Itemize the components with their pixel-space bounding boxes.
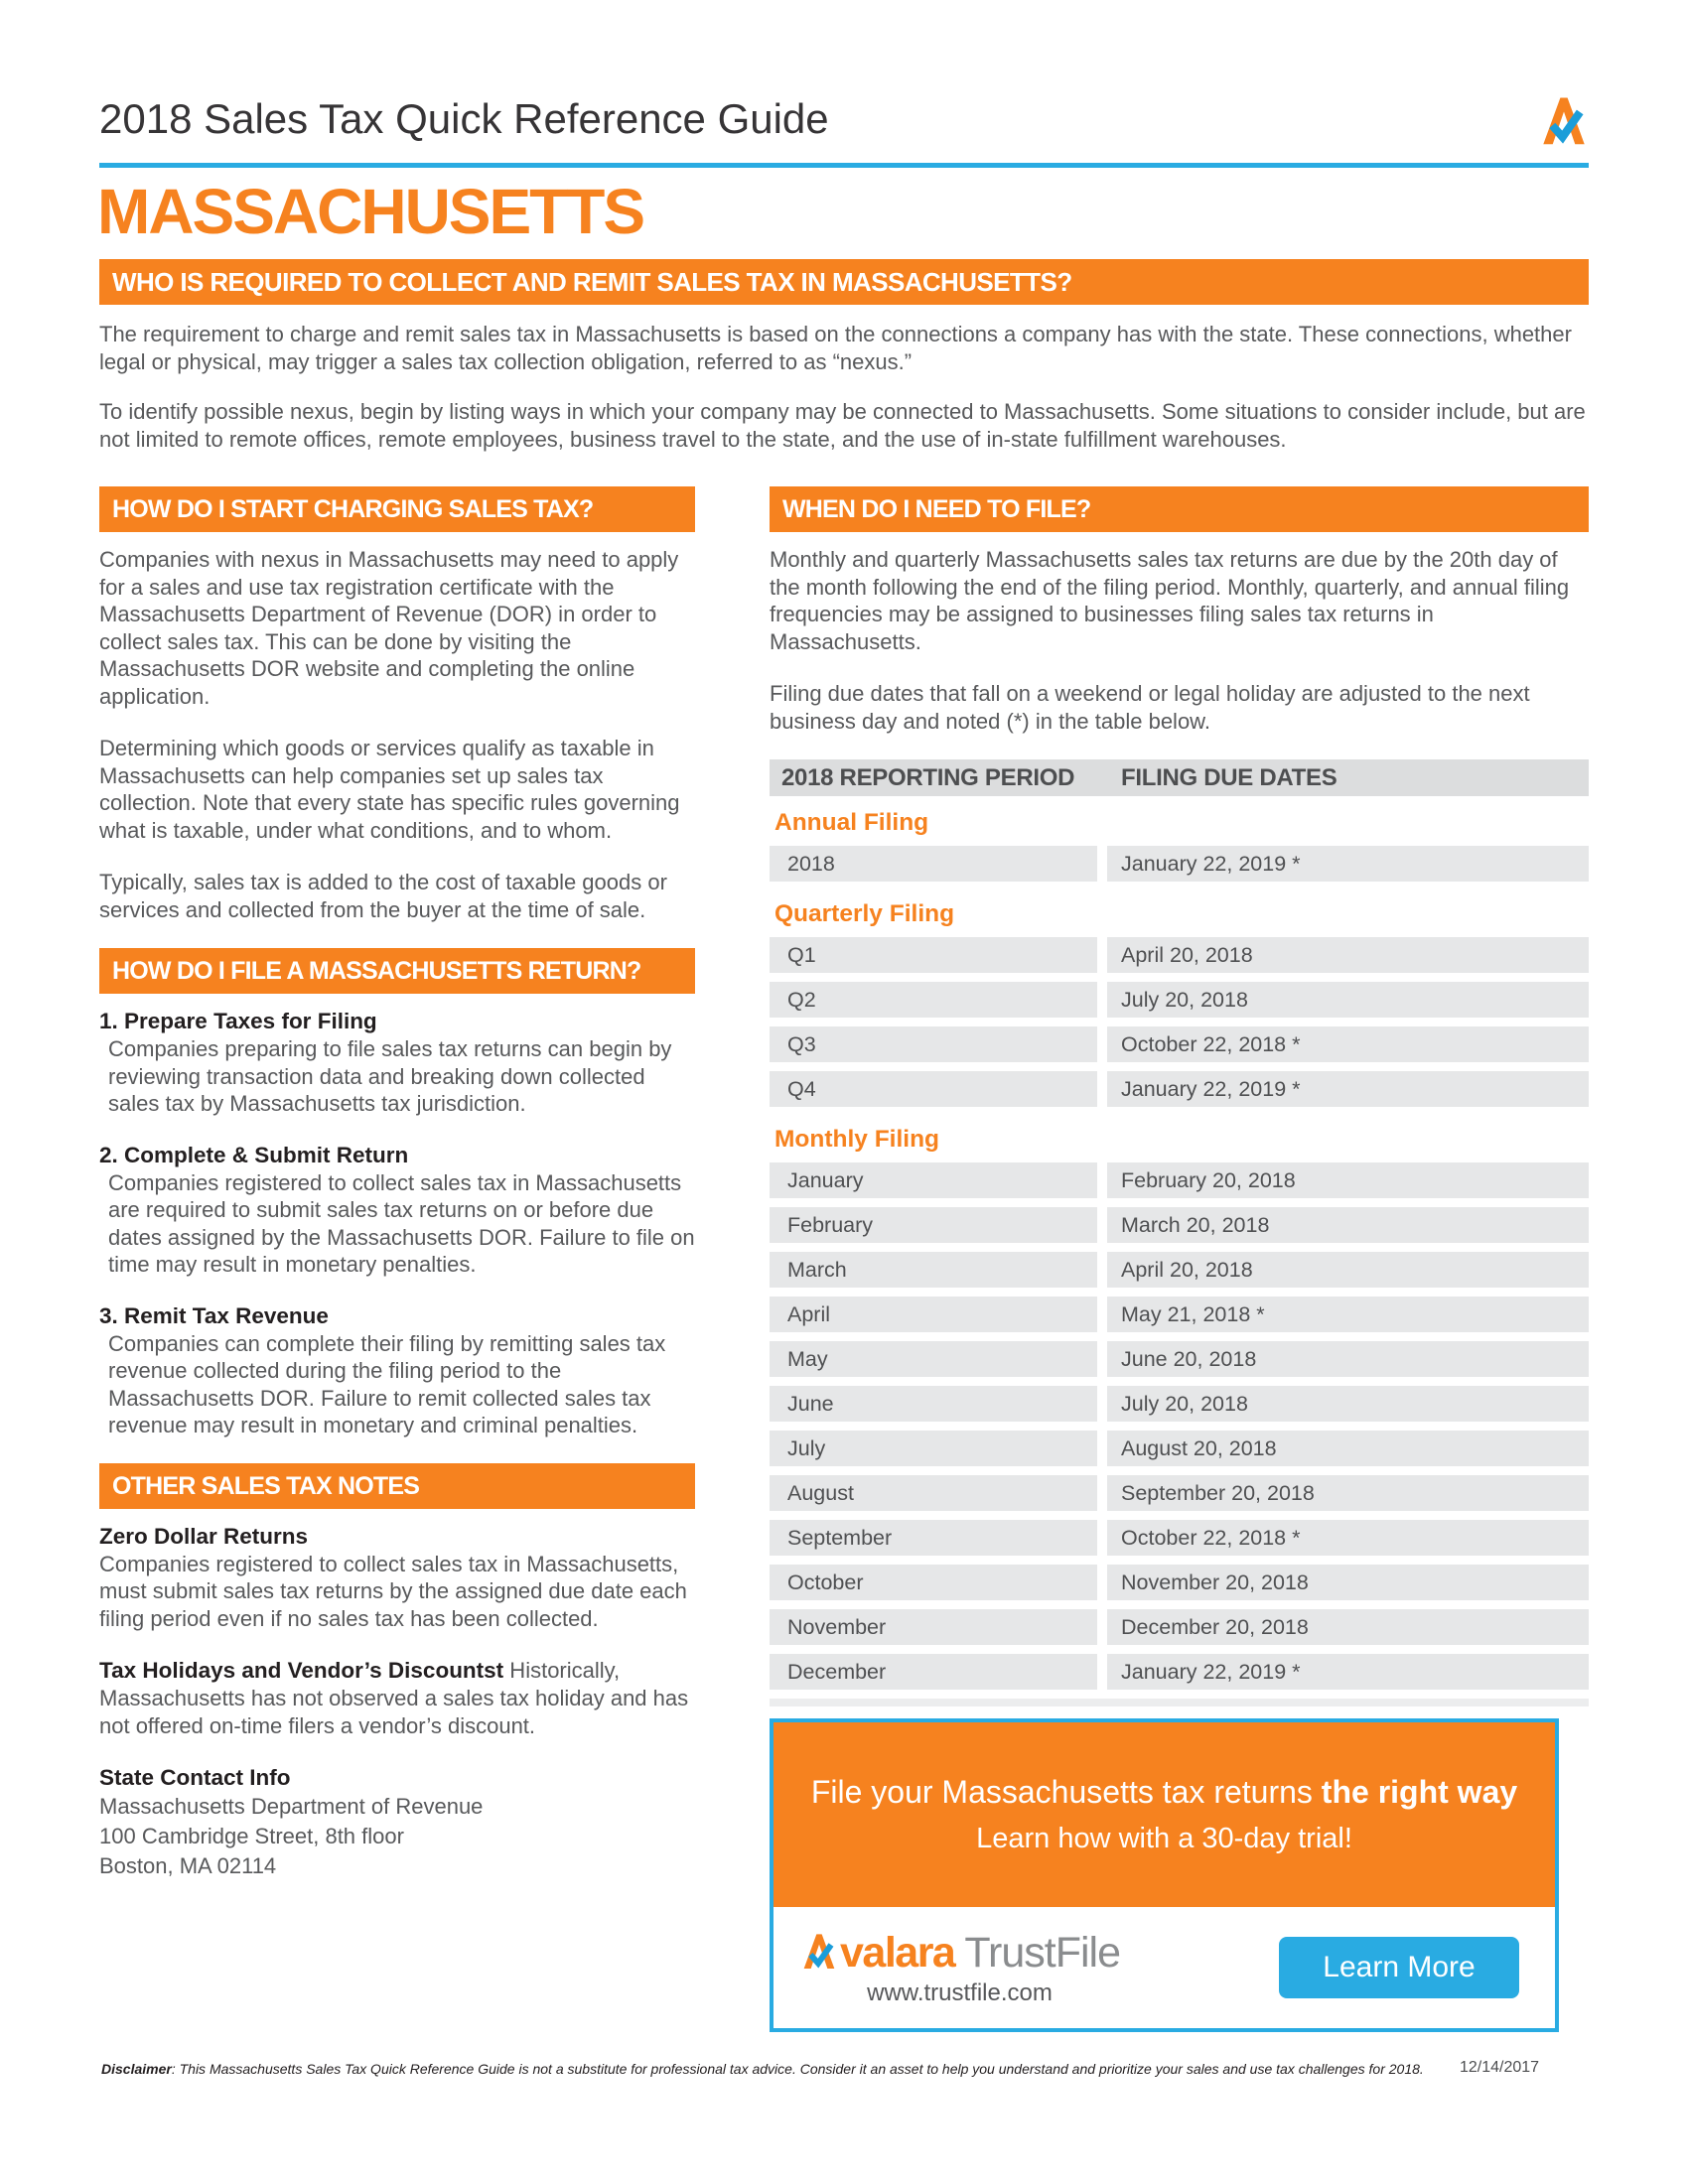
table-group-label-annual: Annual Filing	[774, 809, 929, 836]
table-row	[770, 1341, 1589, 1377]
due-date-cell: July 20, 2018	[1107, 982, 1589, 1018]
section-heading-who: WHO IS REQUIRED TO COLLECT AND REMIT SALES TAX IN MASSACHUSETTS?	[99, 259, 1589, 305]
left-column	[99, 486, 695, 2032]
note-zero-dollar-returns	[99, 1523, 695, 1633]
table-row	[770, 1252, 1589, 1288]
reporting-period-cell: October	[770, 1565, 1097, 1600]
product-wordmark: TrustFile	[964, 1928, 1120, 1977]
trustfile-url: www.trustfile.com	[867, 1979, 1053, 2006]
page-title: 2018 Sales Tax Quick Reference Guide	[99, 95, 829, 142]
table-row	[770, 1162, 1589, 1198]
due-date-cell: October 22, 2018 *	[1107, 1026, 1589, 1062]
due-date-cell: January 22, 2019 *	[1107, 1654, 1589, 1690]
due-date-cell: January 22, 2019 *	[1107, 846, 1589, 882]
who-paragraph-1: The requirement to charge and remit sales tax in Massachusetts is based on the connections a company has with the state. These connections, whether legal or physical, may trigger a sales tax collection obligation, referred to as “nexus.”	[99, 322, 1572, 374]
section-heading-when: WHEN DO I NEED TO FILE?	[770, 486, 1589, 532]
charging-paragraph-2: Determining which goods or services qualify as taxable in Massachusetts can help companies set up sales tax collection. Note that every state has specific rules governing what is taxable, under what conditions, and to whom.	[99, 736, 680, 843]
avalara-logo-icon	[1537, 91, 1591, 149]
reporting-period-cell: July	[770, 1431, 1097, 1466]
reporting-period-cell: November	[770, 1609, 1097, 1645]
due-date-cell: April 20, 2018	[1107, 1252, 1589, 1288]
table-row	[770, 937, 1589, 973]
section-heading-charging: HOW DO I START CHARGING SALES TAX?	[99, 486, 695, 532]
due-date-cell: July 20, 2018	[1107, 1386, 1589, 1422]
who-paragraph-2: To identify possible nexus, begin by listing ways in which your company may be connected to Massachusetts. Some situations to consider include, but are not limited to remote offices, remote employees, business travel to the state, and the use of in-state fulfillment warehouses.	[99, 399, 1586, 452]
table-row	[770, 1071, 1589, 1107]
contact-line-1: Massachusetts Department of Revenue	[99, 1794, 484, 1819]
reporting-period-cell: January	[770, 1162, 1097, 1198]
table-group-label-quarterly: Quarterly Filing	[774, 900, 955, 927]
banner-headline-bold: the right way	[1321, 1774, 1518, 1810]
reporting-period-cell: March	[770, 1252, 1097, 1288]
note-title: Zero Dollar Returns	[99, 1523, 309, 1549]
table-row	[770, 1431, 1589, 1466]
disclaimer	[101, 2061, 1424, 2077]
reporting-period-cell: Q1	[770, 937, 1097, 973]
due-date-cell: January 22, 2019 *	[1107, 1071, 1589, 1107]
note-state-contact	[99, 1764, 695, 1881]
due-date-cell: August 20, 2018	[1107, 1431, 1589, 1466]
note-body-inline: Historically, Massachusetts has not observed a sales tax holiday and has not offered on-time filers a vendor’s discount.	[99, 1658, 689, 1738]
table-row	[770, 1207, 1589, 1243]
section-who	[99, 259, 1589, 476]
note-tax-holidays	[99, 1657, 695, 1739]
columns	[99, 486, 1589, 2032]
reporting-period-cell: February	[770, 1207, 1097, 1243]
learn-more-button[interactable]: Learn More	[1279, 1937, 1519, 1998]
note-body: Companies registered to collect sales tax in Massachusetts, must submit sales tax returns by the assigned due date each filing period even if no sales tax has been collected.	[99, 1551, 687, 1631]
note-title: State Contact Info	[99, 1765, 291, 1790]
table-bottom-border	[770, 1699, 1589, 1706]
step-body: Companies preparing to file sales tax returns can begin by reviewing transaction data and breaking down collected sales tax by Massachusetts tax jurisdiction.	[108, 1036, 672, 1116]
filing-step-1	[99, 1008, 695, 1118]
step-title: 2. Complete & Submit Return	[99, 1142, 409, 1167]
reporting-period-cell: 2018	[770, 846, 1097, 882]
disclaimer-text: : This Massachusetts Sales Tax Quick Reference Guide is not a substitute for professional tax advice. Consider it an asset to help you understand and prioritize your sales and use tax challenges for 2018.	[171, 2061, 1424, 2077]
table-row	[770, 982, 1589, 1018]
table-group-label-monthly: Monthly Filing	[774, 1126, 940, 1153]
due-date-cell: March 20, 2018	[1107, 1207, 1589, 1243]
reporting-period-cell: May	[770, 1341, 1097, 1377]
step-body: Companies registered to collect sales tax in Massachusetts are required to submit sales tax returns on or before due dates assigned by the Massachusetts DOR. Failure to file on time may result in monetary penalties.	[108, 1169, 695, 1277]
state-title: MASSACHUSETTS	[97, 176, 644, 247]
table-row	[770, 1609, 1589, 1645]
section-heading-notes: OTHER SALES TAX NOTES	[99, 1463, 695, 1509]
when-paragraph-2: Filing due dates that fall on a weekend or legal holiday are adjusted to the next business day and noted (*) in the table below.	[770, 681, 1530, 734]
trustfile-logo-block	[799, 1929, 1120, 2007]
due-date-cell: December 20, 2018	[1107, 1609, 1589, 1645]
contact-line-2: 100 Cambridge Street, 8th floor	[99, 1824, 404, 1848]
brand-wordmark: valara	[840, 1928, 955, 1977]
charging-paragraph-3: Typically, sales tax is added to the cost of taxable goods or services and collected from the buyer at the time of sale.	[99, 870, 667, 922]
reporting-period-cell: June	[770, 1386, 1097, 1422]
filing-step-3	[99, 1302, 695, 1439]
reporting-period-cell: August	[770, 1475, 1097, 1511]
banner-footer-area	[774, 1907, 1555, 2028]
reporting-period-cell: Q3	[770, 1026, 1097, 1062]
section-heading-filing: HOW DO I FILE A MASSACHUSETTS RETURN?	[99, 948, 695, 994]
step-title: 3. Remit Tax Revenue	[99, 1302, 329, 1328]
reporting-period-cell: September	[770, 1520, 1097, 1556]
avalara-mark-icon	[799, 1930, 839, 1977]
reporting-period-cell: Q4	[770, 1071, 1097, 1107]
table-row	[770, 1565, 1589, 1600]
avalara-trustfile-logo	[799, 1929, 1120, 1978]
table-row	[770, 1475, 1589, 1511]
disclaimer-label: Disclaimer	[101, 2061, 172, 2077]
when-paragraph-1: Monthly and quarterly Massachusetts sales tax returns are due by the 20th day of the month following the end of the filing period. Monthly, quarterly, and annual filing frequencies may be assigned to businesses filing sales tax returns in Massachusetts.	[770, 547, 1570, 654]
due-date-cell: February 20, 2018	[1107, 1162, 1589, 1198]
reporting-period-cell: Q2	[770, 982, 1097, 1018]
revision-date: 12/14/2017	[1460, 2059, 1540, 2076]
table-header-reporting-period: 2018 REPORTING PERIOD	[781, 763, 1075, 791]
banner-message-area	[774, 1722, 1555, 1907]
charging-paragraph-1: Companies with nexus in Massachusetts may need to apply for a sales and use tax registration certificate with the Massachusetts Department of Revenue (DOR) in order to collect sales tax. This can be done by visiting the Massachusetts DOR website and completing the online application.	[99, 547, 679, 709]
right-column	[770, 486, 1589, 2032]
due-date-cell: November 20, 2018	[1107, 1565, 1589, 1600]
reporting-period-cell: April	[770, 1297, 1097, 1332]
table-row	[770, 1654, 1589, 1690]
due-date-cell: September 20, 2018	[1107, 1475, 1589, 1511]
banner-headline	[811, 1774, 1517, 1811]
due-date-cell: April 20, 2018	[1107, 937, 1589, 973]
note-title-inline: Tax Holidays and Vendor’s Discountst	[99, 1658, 504, 1683]
table-row	[770, 846, 1589, 882]
table-row	[770, 1520, 1589, 1556]
trustfile-promo-banner	[770, 1718, 1559, 2032]
banner-subheadline: Learn how with a 30-day trial!	[976, 1823, 1352, 1854]
table-row	[770, 1026, 1589, 1062]
header-divider	[99, 163, 1589, 168]
due-date-cell: June 20, 2018	[1107, 1341, 1589, 1377]
due-date-cell: October 22, 2018 *	[1107, 1520, 1589, 1556]
contact-line-3: Boston, MA 02114	[99, 1853, 277, 1878]
banner-headline-regular: File your Massachusetts tax returns	[810, 1774, 1322, 1810]
table-row	[770, 1297, 1589, 1332]
table-header-filing-due-dates: FILING DUE DATES	[1121, 763, 1337, 791]
reporting-period-cell: December	[770, 1654, 1097, 1690]
filing-step-2	[99, 1142, 695, 1279]
table-row	[770, 1386, 1589, 1422]
due-date-cell: May 21, 2018 *	[1107, 1297, 1589, 1332]
step-title: 1. Prepare Taxes for Filing	[99, 1009, 377, 1033]
step-body: Companies can complete their filing by remitting sales tax revenue collected during the filing period to the Massachusetts DOR. Failure to remit collected sales tax revenue may result in monetary and criminal penalties.	[108, 1330, 666, 1437]
table-header-row	[770, 759, 1589, 796]
